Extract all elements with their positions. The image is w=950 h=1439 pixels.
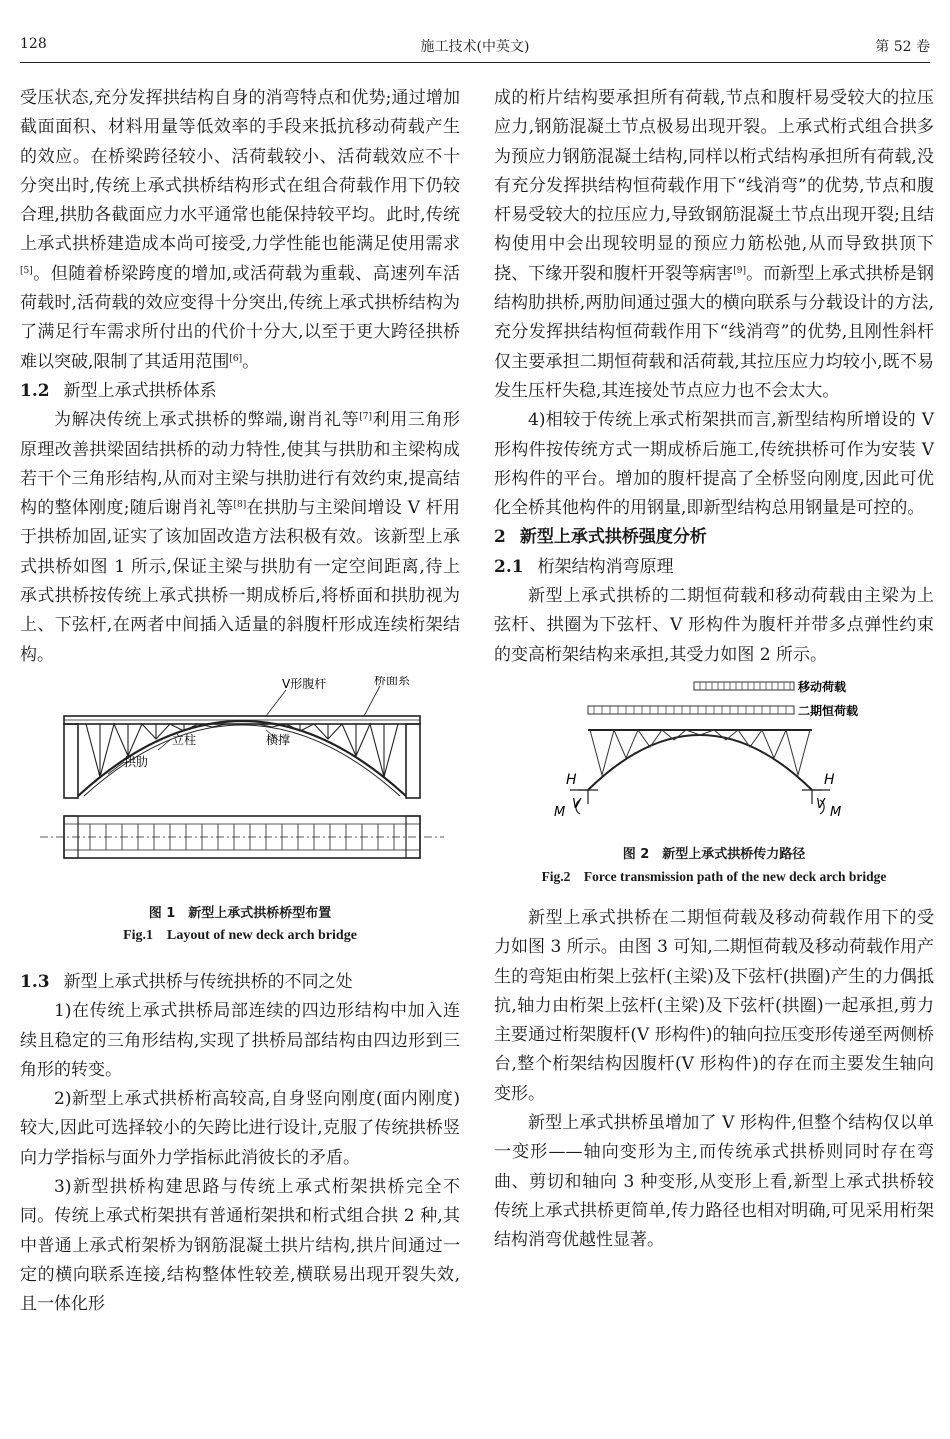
paragraph: 3)新型拱桥构建思路与传统上承式桁架拱桥完全不同。传统上承式桁架拱有普通桁架拱和桁式组合拱 2 种,其中普通上承式桁架桥为钢筋混凝土拱片结构,拱片间通过一定的横向联系连接,结构整体性较差,横联易出现开裂失效,且一体化形 [20,1177,460,1315]
right-column [494,84,934,1256]
header-rule [20,62,930,63]
section-heading-2: 2 新型上承式拱桥强度分析 [494,527,707,548]
section-heading-2-1: 2.1 桁架结构消弯原理 [494,556,674,577]
paragraph: 1)在传统上承式拱桥局部连续的四边形结构中加入连续且稳定的三角形结构,实现了拱桥局部结构由四边形到三角形的转变。 [20,1001,460,1080]
citation[interactable]: [9] [733,265,747,276]
figure-1-drawing [20,676,460,891]
label-v-right: V [816,796,825,812]
left-abutment [64,724,78,798]
label-v-member: V形腹杆 [282,676,327,691]
truss-web [86,724,398,777]
figure-1 [20,676,460,948]
left-column [20,84,460,1320]
volume-number: 第 52 卷 [875,39,930,55]
figure-2-drawing [494,674,934,834]
label-arch-rib: 拱肋 [124,754,149,769]
page-header [20,36,930,60]
figure-2 [494,674,934,894]
label-brace: 横撑 [266,732,291,747]
paragraph: 新型上承式拱桥的二期恒荷载和移动荷载由主梁为上弦杆、拱圈为下弦杆、V 形构件为腹杆并带多点弹性约束的变高桁架结构来承担,其受力如图 2 所示。 [494,586,934,665]
paragraph: 新型上承式拱桥在二期恒荷载及移动荷载作用下的受力如图 3 所示。由图 3 可知,二期恒荷载及移动荷载作用产生的弯矩由桁架上弦杆(主梁)及下弦杆(拱圈)产生的力偶抵抗,轴力由桁架上弦杆(主梁)及下弦杆(拱圈)一起承担,剪力主要通过桁架腹杆(V 形构件)的轴向拉压变形传递至两侧桥台,整个桁架结构因腹杆(V 形构件)的存在而主要发生轴向变形。 [494,907,934,1104]
right-abutment [406,724,420,798]
paragraph: 成的桁片结构要承担所有荷载,节点和腹杆易受较大的拉压应力,钢筋混凝土节点极易出现开裂。上承式桁式组合拱多为预应力钢筋混凝土结构,同样以桁式结构承担所有荷载,没有充分发挥拱结构恒荷载作用下“线消弯”的优势,节点和腹杆易受较大的拉压应力,导致钢筋混凝土节点出现开裂;且结构使用中会出现较明显的预应力筋松弛,从而导致拱顶下挠、下缘开裂和腹杆开裂等病害[9]。而新型上承式拱桥是钢结构肋拱桥,两肋间通过强大的横向联系与分载设计的方法,充分发挥拱结构恒荷载作用下“线消弯”的优势,且刚性斜杆仅主要承担二期恒荷载和活荷载,其拉压应力均较小,既不易发生压杆失稳,其连接处节点应力也不会太大。 [494,88,935,401]
label-deck-system: 桥面系 [374,675,411,687]
figure-2-caption-en: Fig.2 Force transmission path of the new deck arch bridge [541,869,887,885]
figure-1-caption-en: Fig.1 Layout of new deck arch bridge [123,928,357,944]
paragraph: 新型上承式拱桥虽增加了 V 形构件,但整个结构仅以单一变形——轴向变形为主,而传统承式拱桥则同时存在弯曲、剪切和轴向 3 种变形,从变形上看,新型上承式拱桥较传统上承式拱桥更简单,传力路径也相对明确,可见采用桁架结构消弯优越性显著。 [494,1113,934,1251]
label-moving-load: 移动荷载 [798,679,847,694]
section-heading-1-3: 1.3 新型上承式拱桥与传统拱桥的不同之处 [20,971,353,992]
truss-web-members [590,730,810,775]
truss-bottom-chord-arch [588,735,812,790]
paragraph: 4)相较于传统上承式桁架拱而言,新型结构所增设的 V 形构件按传统方式一期成桥后施工,传统拱桥可作为安装 V 形构件的平台。增加的腹杆提高了全桥竖向刚度,因此可优化全桥其他构件的用钢量,即新型结构总用钢量是可控的。 [494,410,934,519]
paragraph: 2)新型上承式拱桥桁高较高,自身竖向刚度(面内刚度)较大,因此可选择较小的矢跨比进行设计,克服了传统拱桥竖向力学指标与面外力学指标此消彼长的矛盾。 [20,1089,460,1168]
label-m-left: M [554,804,566,820]
citation[interactable]: [5] [20,265,33,276]
page-number: 128 [20,36,47,52]
label-h-right: H [824,771,835,788]
paragraph: 受压状态,充分发挥拱结构自身的消弯特点和优势;通过增加截面面积、材料用量等低效率的手段来抵抗移动荷载产生的效应。在桥梁跨径较小、活荷载较小、活荷载效应不十分突出时,传统上承式拱桥结构形式在组合荷载作用下仍较合理,拱肋各截面应力水平通常也能保持较平均。此时,传统上承式拱桥建造成本尚可接受,力学性能也能满足使用需求[5]。但随着桥梁跨度的增加,或活荷载为重载、高速列车活荷载时,活荷载的效应变得十分突出,传统上承式拱桥结构为了满足行车需求所付出的代价十分大,以至于更大跨径拱桥难以突破,限制了其适用范围[6]。 [20,88,460,372]
figure-1-caption-cn: 图 1 新型上承式拱桥桥型布置 [148,906,332,922]
section-heading-1-2: 1.2 新型上承式拱桥体系 [20,380,217,401]
label-dead-load: 二期恒荷载 [798,703,859,718]
figure-2-caption-cn: 图 2 新型上承式拱桥传力路径 [622,847,806,863]
label-v-left: V [572,796,581,812]
citation[interactable]: [7] [359,412,372,423]
label-m-right: M [830,804,842,820]
paragraph: 为解决传统上承式拱桥的弊端,谢肖礼等[7]利用三角形原理改善拱梁固结拱桥的动力特性,使其与拱肋和主梁构成若干个三角形结构,从而对主梁与拱肋进行有效约束,提高结构的整体刚度;随后谢肖礼等[8]在拱肋与主梁间增设 V 杆用于拱桥加固,证实了该加固改造方法积极有效。该新型上承式拱桥如图 1 所示,保证主梁与拱肋有一定空间距离,待上承式拱桥按传统上承式拱桥一期成桥后,将桥面和拱肋视为上、下弦杆,在两者中间插入适量的斜腹杆形成连续桁架结构。 [20,410,461,665]
citation[interactable]: [8] [233,500,247,511]
label-post: 立柱 [172,732,197,747]
moving-load-bar [694,682,794,690]
plan-view [40,816,444,858]
dead-load-bar [588,706,794,714]
label-h-left: H [566,771,577,788]
citation[interactable]: [6] [229,353,243,364]
journal-title: 施工技术(中英文) [420,39,530,55]
